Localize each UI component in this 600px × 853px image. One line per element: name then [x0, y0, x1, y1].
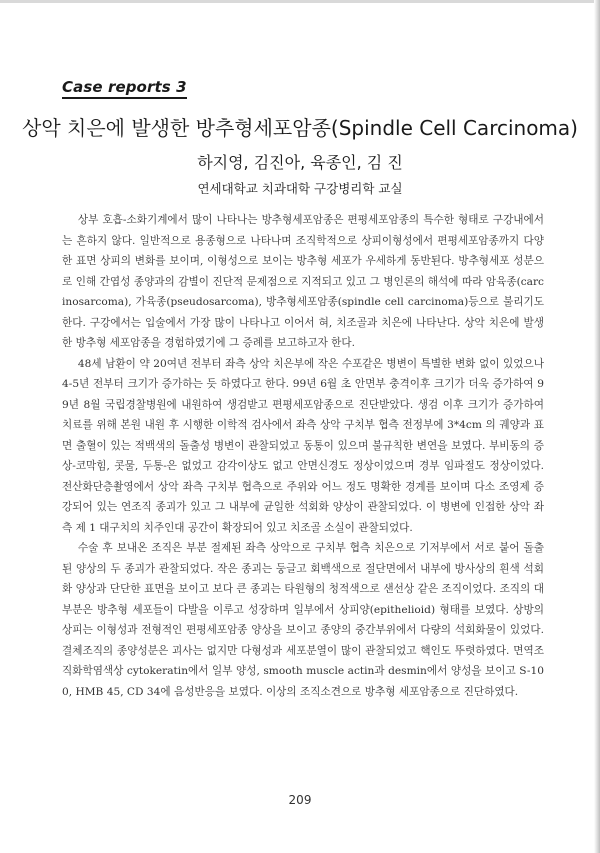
- body-paragraph-histology: 수술 후 보내온 조직은 부분 절제된 좌측 상악으로 구치부 협측 치은으로 기저부에서 서로 붙어 돌출된 양상의 두 종괴가 관찰되었다. 작은 종괴는 둥글고 회백색으로 절단면에서 내부에 방사상의 흰색 석회화 양상과 단단한 표면을 보이고 보다 큰 종괴는 타원형의 청적색으로 샌선상 같은 조직이었다. 조직의 대부분은 방추형 세포들이 다발을 이루고 성장하며 일부에서 상피양(epithelioid) 형태를 보였다. 상방의 상피는 이형성과 전형적인 편평세포암종 양상을 보이고 종양의 중간부위에서 다량의 석회화물이 있었다. 결체조직의 종양성분은 괴사는 없지만 다형성과 세포분열이 많이 관찰되었고 핵인도 뚜렷하였다. 면역조직화학염색상 cytokeratin에서 일부 양성, smooth muscle actin과 desmin에서 양성을 보이고 S-100, HMB 45, CD 34에 음성반응을 보였다. 이상의 조직소견으로 방추형 세포암종으로 진단하였다.: [62, 542, 544, 698]
- article-affiliation: 연세대학교 치과대학 구강병리학 교실: [197, 181, 403, 196]
- body-paragraph-case-history: 48세 남환이 약 20여년 전부터 좌측 상악 치은부에 작은 수포같은 병변이 특별한 변화 없이 있었으나 4-5년 전부터 크기가 증가하는 듯 하였다고 한다. 99년 6월 초 안면부 충격이후 크기가 더욱 증가하여 99년 8월 국립경찰병원에 내원하여 생검받고 편평세포암종으로 진단받았다. 생검 이후 크기가 증가하여 치료를 위해 본원 내원 후 시행한 이학적 검사에서 좌측 상악 구치부 협측 전정부에 3*4cm 의 궤양과 표면 출혈이 있는 적백색의 돌출성 병변이 관찰되었고 동통이 있으며 불규칙한 변연을 보였다. 부비동의 증상-코막힘, 콧물, 두통-은 없었고 감각이상도 없고 안면신경도 정상이었으며 경부 임파절도 정상이었다. 전산화단층촬영에서 상악 좌측 구치부 협측으로 주위와 어느 정도 명확한 경계를 보이며 다소 조영제 증강되어 있는 연조직 종괴가 있고 그 내부에 균일한 석회화 양상이 관찰되었다. 이 병변에 인접한 상악 좌측 제 1 대구치의 치주인대 공간이 확장되어 있고 치조골 소실이 관찰되었다.: [62, 357, 544, 534]
- page-top-edge: [0, 0, 600, 3]
- page-number: 209: [288, 793, 312, 807]
- body-paragraph-introduction: 상부 호흡-소화기계에서 많이 나타나는 방추형세포암종은 편평세포암종의 특수한 형태로 구강내에서는 흔하지 않다. 일반적으로 용종형으로 나타나며 조직학적으로 상피이형성에서 편평세포암종까지 다양한 표면 상피의 변화를 보이며, 이형성으로 보이는 방추형 세포가 우세하게 동반된다. 방추형세포 성분으로 인해 간엽성 종양과의 감별이 진단적 문제점으로 지적되고 있고 그 병인론의 해석에 따라 암육종(carcinosarcoma), 가육종(pseudosarcoma), 방추형세포암종(spindle cell carcinoma)등으로 불리기도 한다. 구강에서는 입술에서 가장 많이 나타나고 이어서 혀, 치조골과 치은에 나타난다. 상악 치은에 발생한 방추형 세포암종을 경험하였기에 그 증례를 보고하고자 한다.: [62, 214, 544, 349]
- article-title: 상악 치은에 발생한 방추형세포암종(Spindle Cell Carcinoma): [22, 116, 578, 140]
- article-authors: 하지영, 김진아, 육종인, 김 진: [197, 153, 403, 172]
- article-body: [62, 210, 544, 702]
- section-label: Case reports 3: [62, 78, 187, 99]
